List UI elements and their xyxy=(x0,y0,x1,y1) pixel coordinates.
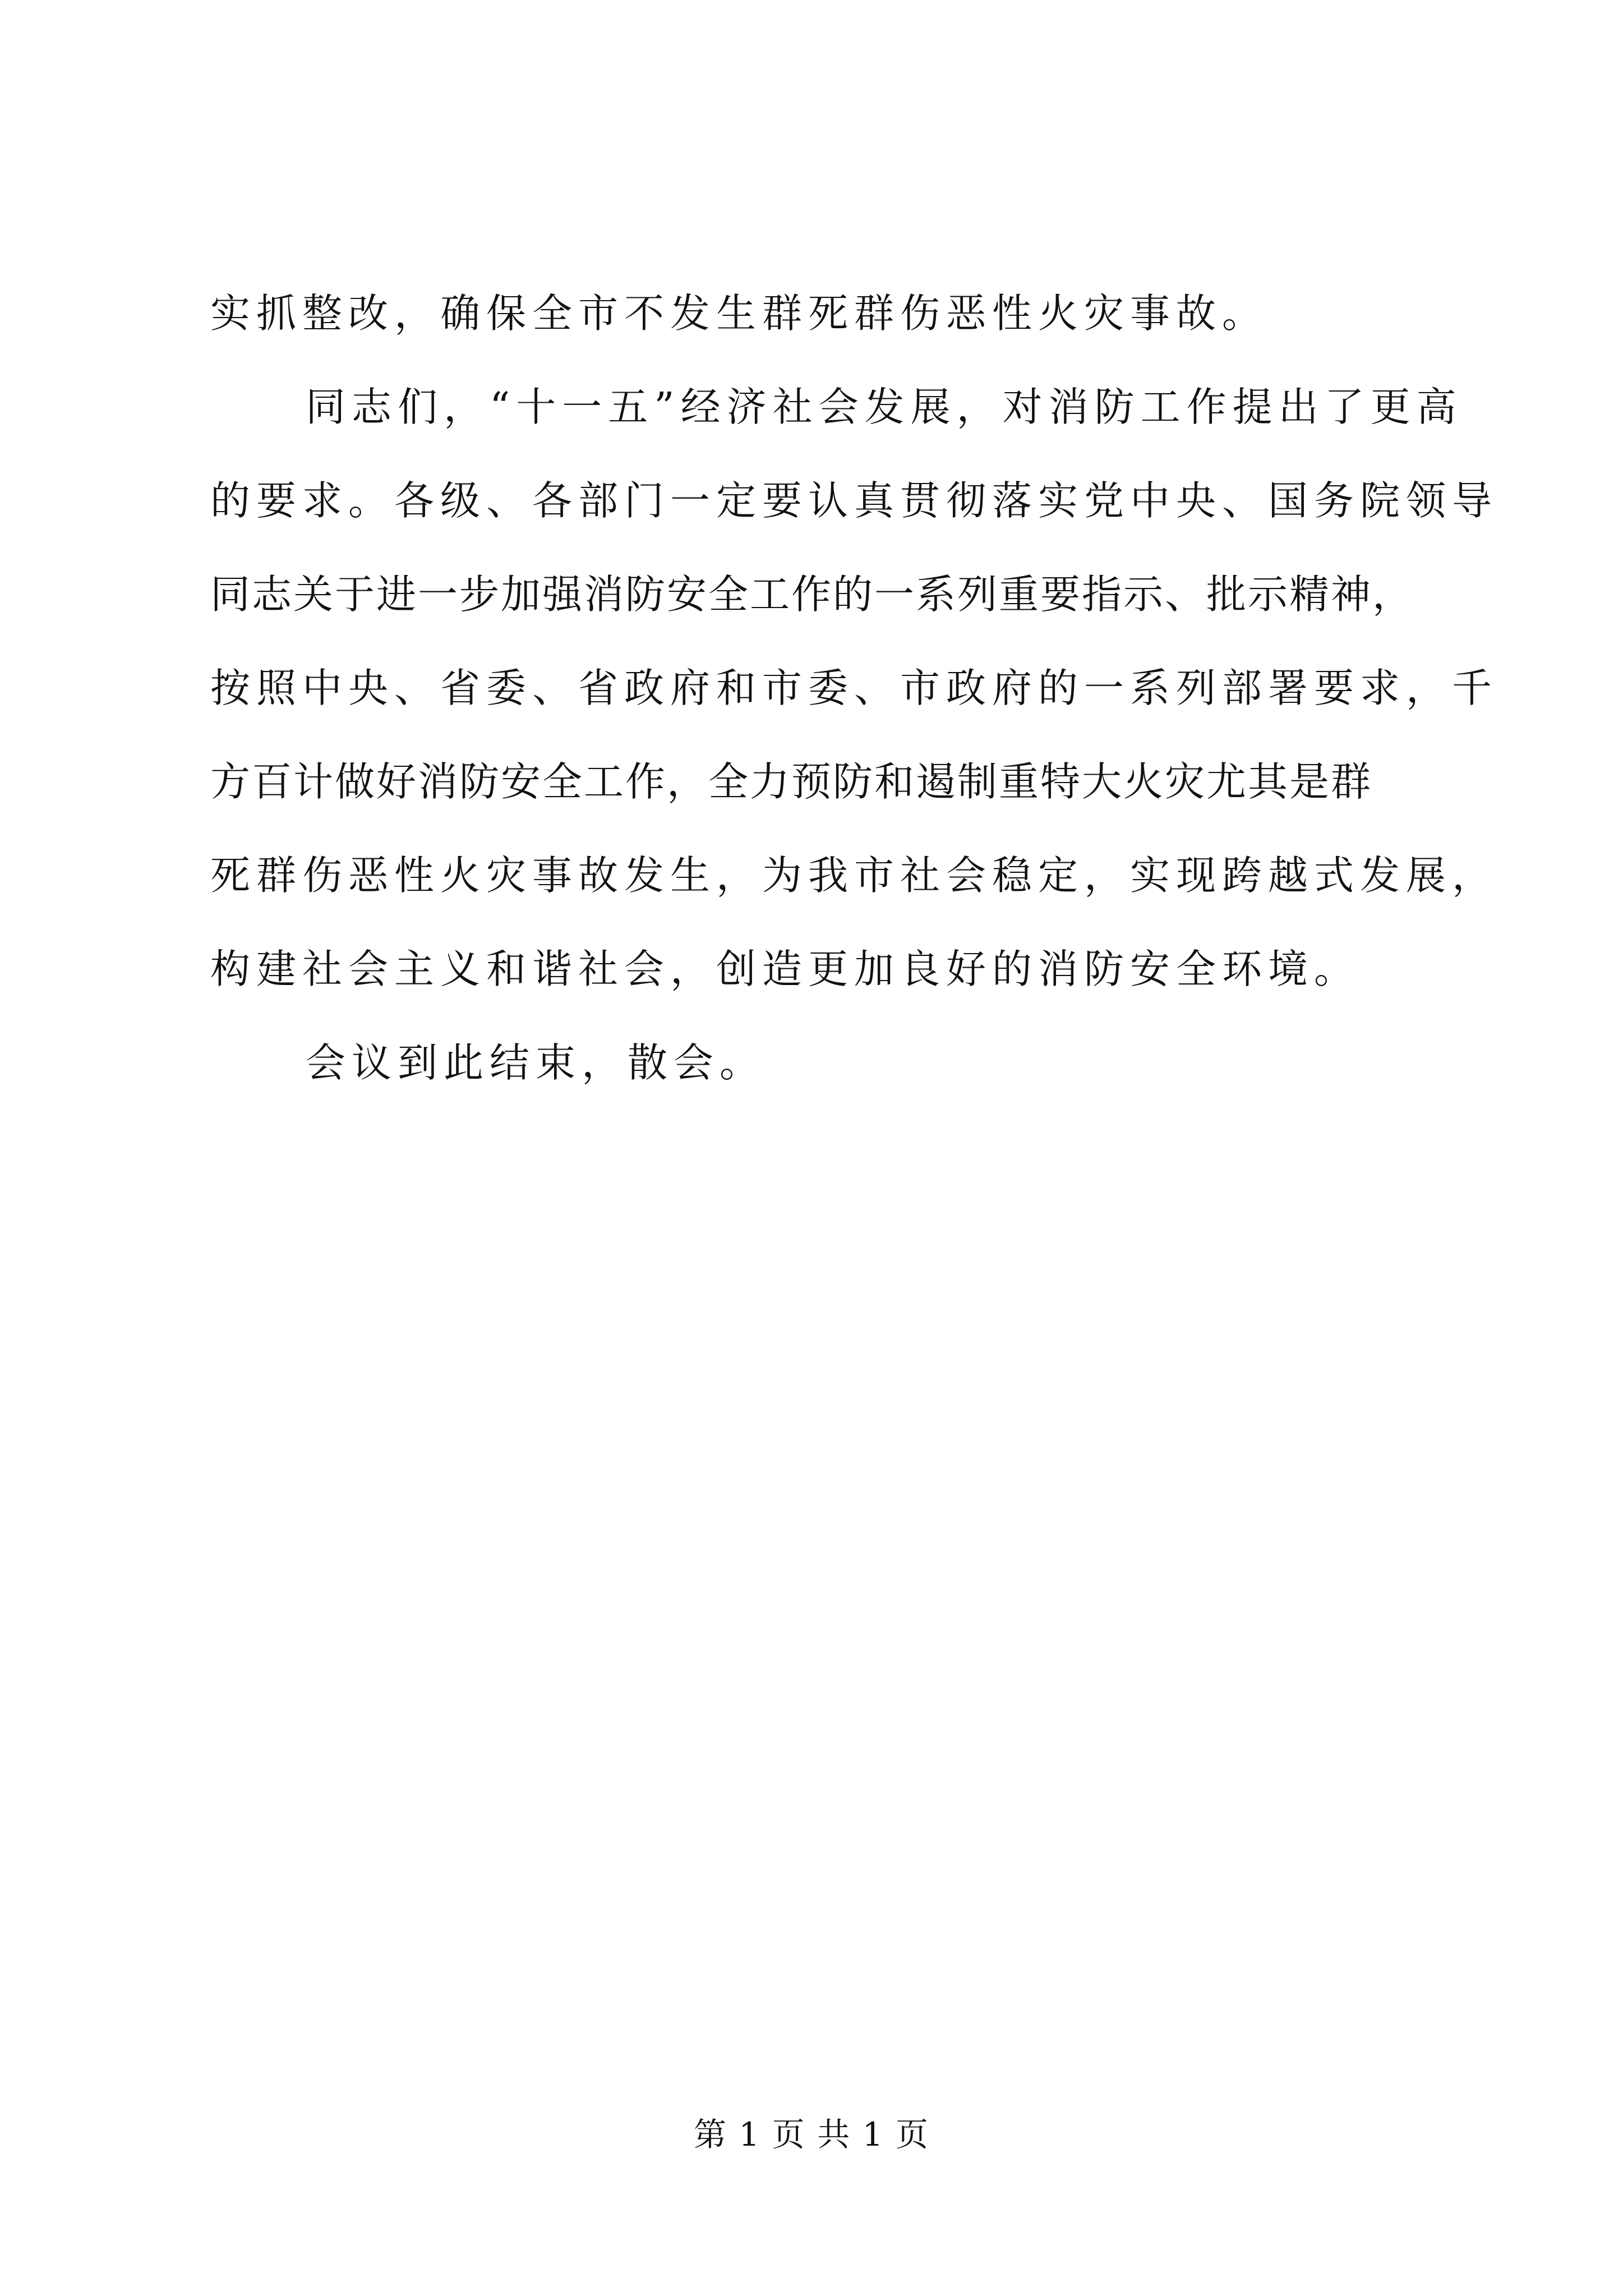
document-body xyxy=(210,266,1498,1110)
text-line: 会议到此结束，散会。 xyxy=(306,1039,766,1086)
text-line: 按照中央、省委、省政府和市委、市政府的一系列部署要求，千 xyxy=(210,665,1498,711)
page-number-footer: 第 1 页 共 1 页 xyxy=(694,2115,929,2154)
text-line: 同志们，“十一五”经济社会发展，对消防工作提出了更高 xyxy=(306,384,1463,430)
text-line: 同志关于进一步加强消防安全工作的一系列重要指示、批示精神， xyxy=(210,571,1414,618)
text-line: 方百计做好消防安全工作，全力预防和遏制重特大火灾尤其是群 xyxy=(210,758,1373,805)
text-line: 实抓整改，确保全市不发生群死群伤恶性火灾事故。 xyxy=(210,290,1269,337)
text-line: 构建社会主义和谐社会，创造更加良好的消防安全环境。 xyxy=(210,946,1361,992)
text-line: 的要求。各级、各部门一定要认真贯彻落实党中央、国务院领导 xyxy=(210,477,1498,524)
text-line: 死群伤恶性火灾事故发生，为我市社会稳定，实现跨越式发展， xyxy=(210,852,1498,899)
